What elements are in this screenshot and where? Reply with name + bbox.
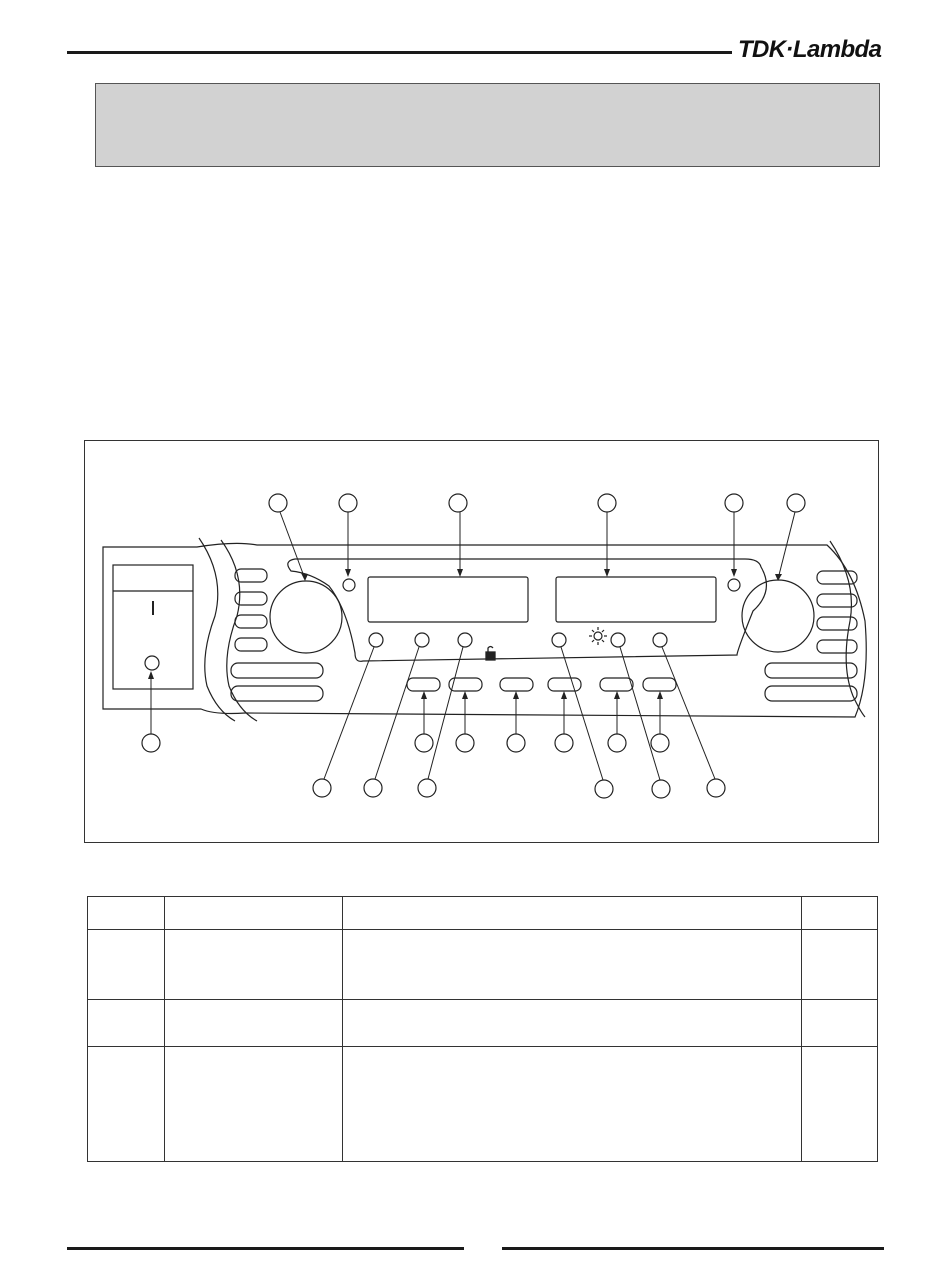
table-cell (88, 930, 165, 1000)
fine-led (728, 579, 740, 591)
table-cell (802, 930, 878, 1000)
vent-slot (231, 686, 323, 701)
callout-marker (787, 494, 805, 512)
current-display (556, 577, 716, 622)
indicator-led (458, 633, 472, 647)
push-button (600, 678, 633, 691)
voltage-knob (270, 581, 342, 653)
table-cell (802, 1047, 878, 1162)
table-row (88, 1047, 878, 1162)
indicator-led (611, 633, 625, 647)
table-cell (88, 1000, 165, 1047)
callout-markers-bottom (313, 779, 725, 798)
power-indicator (145, 656, 159, 670)
callout-marker (651, 734, 669, 752)
front-panel-drawing (85, 441, 878, 842)
callout-marker (142, 734, 160, 752)
tdk-lambda-logo: TDK·Lambda (738, 36, 882, 63)
push-button (500, 678, 533, 691)
header-rule (67, 51, 732, 54)
callout-marker (339, 494, 357, 512)
vent-slot (235, 569, 267, 582)
vent-slot (231, 663, 323, 678)
callout-marker (418, 779, 436, 797)
table-row (88, 930, 878, 1000)
current-knob (742, 580, 814, 652)
indicator-led (369, 633, 383, 647)
lock-icon (486, 647, 495, 661)
indicator-led (653, 633, 667, 647)
arrow-heads (148, 569, 782, 699)
table-cell (342, 1047, 801, 1162)
footer-rule-left (67, 1247, 464, 1250)
table-cell (342, 930, 801, 1000)
description-table (87, 896, 878, 1162)
table-cell (342, 897, 801, 930)
callout-marker (449, 494, 467, 512)
display-bezel (288, 559, 767, 661)
table-cell (802, 897, 878, 930)
indicator-led (415, 633, 429, 647)
sun-icon (589, 627, 607, 645)
push-button (548, 678, 581, 691)
table-cell (164, 1000, 342, 1047)
table-cell (88, 897, 165, 930)
remote-led (343, 579, 355, 591)
callout-marker (269, 494, 287, 512)
table-cell (164, 1047, 342, 1162)
table-cell (802, 1000, 878, 1047)
table-cell (164, 930, 342, 1000)
left-break-line-2 (221, 540, 257, 721)
front-panel-figure (84, 440, 879, 843)
footer-rule-right (502, 1247, 884, 1250)
table-row (88, 1000, 878, 1047)
left-break-line-1 (199, 538, 235, 721)
callout-marker (507, 734, 525, 752)
table-cell (164, 897, 342, 930)
callout-marker (364, 779, 382, 797)
callout-marker (608, 734, 626, 752)
callout-marker (595, 780, 613, 798)
voltage-display (368, 577, 528, 622)
vent-slot (817, 640, 857, 653)
vent-slot (817, 617, 857, 630)
table-cell (88, 1047, 165, 1162)
callout-marker (707, 779, 725, 797)
callout-marker (652, 780, 670, 798)
callout-marker (598, 494, 616, 512)
table-header-row (88, 897, 878, 930)
vent-slot (235, 615, 267, 628)
callout-marker (555, 734, 573, 752)
callout-marker (415, 734, 433, 752)
right-break-line (830, 541, 865, 717)
callout-marker (456, 734, 474, 752)
vent-slot (235, 638, 267, 651)
push-button (643, 678, 676, 691)
vent-slot (765, 663, 857, 678)
push-button (407, 678, 440, 691)
callout-marker (313, 779, 331, 797)
section-title-box (95, 83, 880, 167)
indicator-led (552, 633, 566, 647)
panel-outline (103, 543, 866, 717)
vent-slot (765, 686, 857, 701)
table-cell (342, 1000, 801, 1047)
callout-markers-middle (142, 734, 669, 752)
callout-markers-top (269, 494, 805, 512)
callout-marker (725, 494, 743, 512)
